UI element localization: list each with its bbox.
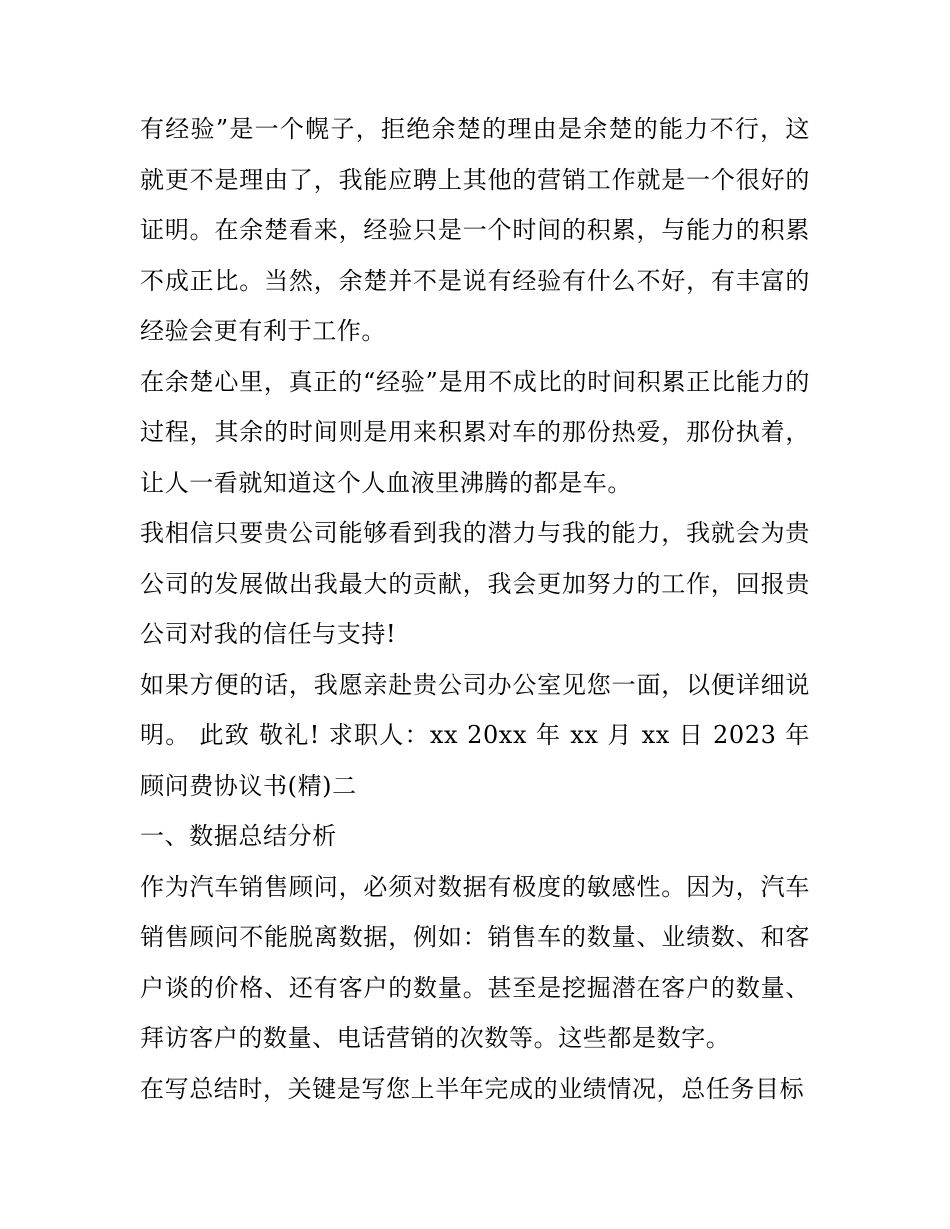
section-heading-data-analysis: 一、数据总结分析 — [140, 822, 337, 850]
paragraph-contribution: 我相信只要贵公司能够看到我的潜力与我的能力，我就会为贵公司的发展做出我最大的贡献，我会更加努力的工作，回报贵公司对我的信任与支持! — [140, 519, 810, 648]
paragraph-true-experience: 在余楚心里，真正的“经验”是用不成比的时间积累正比能力的过程，其余的时间则是用来积累对车的那份热爱，那份执着，让人一看就知道这个人血液里沸腾的都是车。 — [140, 367, 810, 497]
paragraph-summary-writing: 在写总结时，关键是写您上半年完成的业绩情况，总任务目标 — [140, 1074, 805, 1103]
paragraph-data-sensitivity: 作为汽车销售顾问，必须对数据有极度的敏感性。因为，汽车销售顾问不能脱离数据，例如：销售车的数量、业绩数、和客户谈的价格、还有客户的数量。甚至是挖掘潜在客户的数量、拜访客户的数量、电话营销的次数等。这些都是数字。 — [140, 872, 810, 1052]
paragraph-closing-signature: 如果方便的话，我愿亲赴贵公司办公室见您一面，以便详细说明。 此致 敬礼! 求职人：xx 20xx 年 xx 月 xx 日 2023 年顾问费协议书(精)二 — [140, 670, 810, 800]
document-body — [140, 104, 810, 1114]
paragraph-experience-excuse: 有经验”是一个幌子，拒绝余楚的理由是余楚的能力不行，这就更不是理由了，我能应聘上其他的营销工作就是一个很好的证明。在余楚看来，经验只是一个时间的积累，与能力的积累不成正比。当然，余楚并不是说有经验有什么不好，有丰富的经验会更有利于工作。 — [140, 115, 810, 345]
